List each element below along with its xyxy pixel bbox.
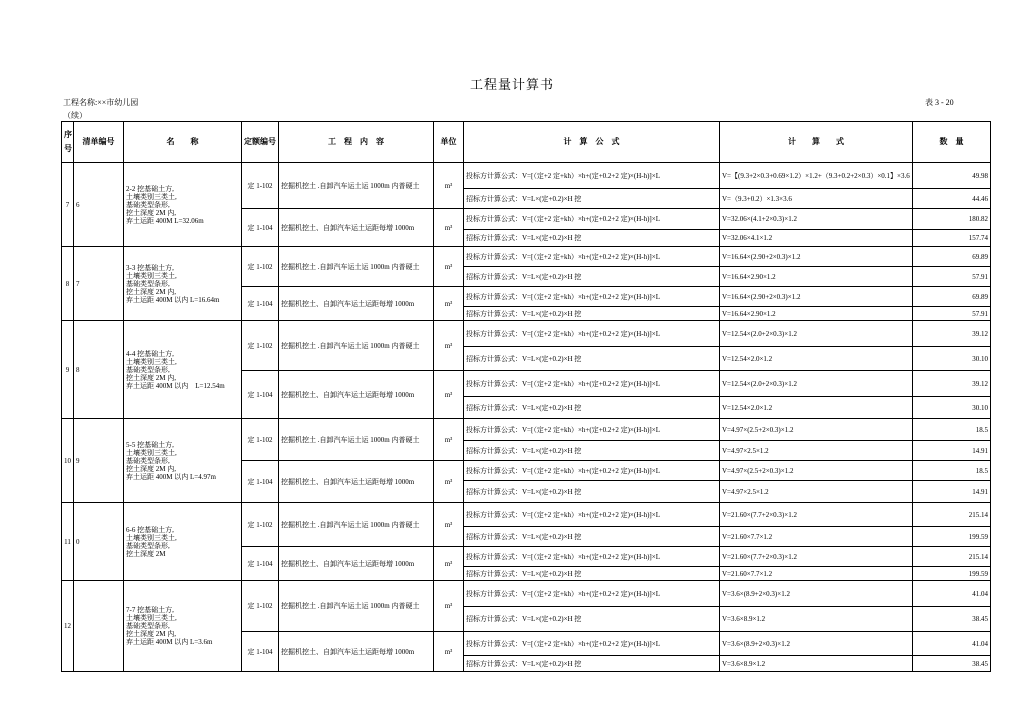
- description-line: 5-5 挖基础土方,: [126, 440, 174, 449]
- unit: m³: [434, 209, 464, 247]
- description-line: 基础类型条形,: [126, 365, 170, 374]
- unit: m³: [434, 247, 464, 287]
- unit: m³: [434, 632, 464, 672]
- document-title: 工程量计算书: [469, 77, 554, 92]
- unit: m³: [434, 163, 464, 209]
- unit: m³: [434, 503, 464, 547]
- row-description: [124, 581, 242, 672]
- quantity: 69.89: [913, 287, 991, 307]
- description-line: 土壤类别三类土,: [126, 533, 177, 542]
- header-content: 工 程 内 容: [279, 122, 434, 163]
- quota-code: 定 1-104: [242, 461, 279, 503]
- description-line: 土壤类别三类土,: [126, 357, 177, 366]
- quantity: 18.5: [913, 419, 991, 441]
- calculation: V=3.6×8.9×1.2: [720, 607, 913, 632]
- row-code: 0: [74, 503, 124, 581]
- description-line: 挖土深度 2M 内,: [126, 208, 176, 217]
- formula: 招标方计算公式：V=L×(定+0.2)×H 挖: [464, 481, 720, 503]
- formula: 投标方计算公式：V=[（定+2 定+kh）×h+(定+0.2+2 定)×(H-h)]×L: [464, 163, 720, 189]
- work-content: 挖掘机挖土 .自卸汽车运土运 1000m 内普硬土: [279, 247, 434, 287]
- formula: 投标方计算公式：V=[（定+2 定+kh）×h+(定+0.2+2 定)×(H-h)]×L: [464, 581, 720, 607]
- work-content: 挖掘机挖土、自卸汽车运土运距每增 1000m: [279, 287, 434, 321]
- table-row: [62, 321, 991, 347]
- header-seq: 序号: [62, 122, 74, 163]
- formula: 投标方计算公式：V=[（定+2 定+kh）×h+(定+0.2+2 定)×(H-h)]×L: [464, 209, 720, 230]
- formula: 招标方计算公式：V=L×(定+0.2)×H 挖: [464, 347, 720, 371]
- description-line: 基础类型条形,: [126, 279, 170, 288]
- description-line: 6-6 挖基础土方,: [126, 525, 174, 534]
- row-description: [124, 503, 242, 581]
- formula: 招标方计算公式：V=L×(定+0.2)×H 挖: [464, 567, 720, 581]
- quantity: 215.14: [913, 503, 991, 527]
- quota-code: 定 1-104: [242, 632, 279, 672]
- formula: 投标方计算公式：V=[（定+2 定+kh）×h+(定+0.2+2 定)×(H-h)]×L: [464, 419, 720, 441]
- header-code: 清单编号: [74, 122, 124, 163]
- description-line: 土壤类别三类土,: [126, 614, 177, 622]
- table-row: [62, 247, 991, 267]
- row-code: 8: [74, 321, 124, 419]
- description-line: 基础类型条形,: [126, 200, 170, 209]
- description-line: 土壤类别三类土,: [126, 192, 177, 201]
- calculation: V=4.97×(2.5+2×0.3)×1.2: [720, 461, 913, 481]
- header-name: 名 称: [124, 122, 242, 163]
- formula: 投标方计算公式：V=[（定+2 定+kh）×h+(定+0.2+2 定)×(H-h)]×L: [464, 547, 720, 567]
- unit: m³: [434, 371, 464, 419]
- formula: 招标方计算公式：V=L×(定+0.2)×H 挖: [464, 441, 720, 461]
- quantity: 38.45: [913, 656, 991, 672]
- row-seq: 7: [62, 163, 74, 247]
- unit: m³: [434, 461, 464, 503]
- description-line: 弃土运距 400M 以内 L=16.64m: [126, 295, 220, 304]
- calculation: V=21.60×7.7×1.2: [720, 527, 913, 547]
- quantity: 44.46: [913, 189, 991, 209]
- work-content: 挖掘机挖土 .自卸汽车运土运 1000m 内普硬土: [279, 581, 434, 632]
- formula: 投标方计算公式：V=[（定+2 定+kh）×h+(定+0.2+2 定)×(H-h)]×L: [464, 632, 720, 656]
- description-line: 3-3 挖基础土方,: [126, 263, 174, 272]
- table-number: 表 3 - 20: [925, 98, 954, 107]
- quota-code: 定 1-102: [242, 503, 279, 547]
- quota-code: 定 1-104: [242, 287, 279, 321]
- formula: 投标方计算公式：V=[（定+2 定+kh）×h+(定+0.2+2 定)×(H-h)]×L: [464, 461, 720, 481]
- formula: 投标方计算公式：V=[（定+2 定+kh）×h+(定+0.2+2 定)×(H-h)]×L: [464, 287, 720, 307]
- unit: m³: [434, 581, 464, 632]
- description-line: 土壤类别三类土,: [126, 448, 177, 457]
- quota-code: 定 1-102: [242, 581, 279, 632]
- table-row: [62, 163, 991, 189]
- formula: 招标方计算公式：V=L×(定+0.2)×H 挖: [464, 189, 720, 209]
- description-line: 2-2 挖基础土方,: [126, 184, 174, 193]
- description-line: 弃土运距 400M L=32.06m: [126, 216, 204, 225]
- calculation: V=21.60×(7.7+2×0.3)×1.2: [720, 547, 913, 567]
- description-line: 弃土运距 400M 以内 L=12.54m: [126, 381, 225, 390]
- quantity: 30.10: [913, 347, 991, 371]
- quantity: 69.89: [913, 247, 991, 267]
- row-description: [124, 247, 242, 321]
- unit: m³: [434, 321, 464, 371]
- quantity: 199.59: [913, 567, 991, 581]
- quantity: 14.91: [913, 481, 991, 503]
- quantity: 41.04: [913, 632, 991, 656]
- header-formula: 计 算 公 式: [464, 122, 720, 163]
- calculation: V=4.97×(2.5+2×0.3)×1.2: [720, 419, 913, 441]
- table-row: [62, 419, 991, 441]
- formula: 招标方计算公式：V=L×(定+0.2)×H 挖: [464, 267, 720, 287]
- row-seq: 12: [62, 581, 74, 672]
- quota-code: 定 1-104: [242, 547, 279, 581]
- calculation: V=32.06×(4.1+2×0.3)×1.2: [720, 209, 913, 230]
- calculation: V=3.6×(8.9+2×0.3)×1.2: [720, 632, 913, 656]
- calculation: V=4.97×2.5×1.2: [720, 481, 913, 503]
- formula: 投标方计算公式：V=[（定+2 定+kh）×h+(定+0.2+2 定)×(H-h)]×L: [464, 321, 720, 347]
- description-line: 挖土深度 2M 内,: [126, 287, 176, 296]
- quantity: 180.82: [913, 209, 991, 230]
- quantity: 39.12: [913, 321, 991, 347]
- work-content: 挖掘机挖土、自卸汽车运土运距每增 1000m: [279, 547, 434, 581]
- description-line: 弃土运距 400M 以内 L=4.97m: [126, 472, 216, 481]
- calculation: V=12.54×2.0×1.2: [720, 347, 913, 371]
- quantity: 39.12: [913, 371, 991, 397]
- quota-code: 定 1-102: [242, 163, 279, 209]
- quantity: 18.5: [913, 461, 991, 481]
- calculation: V=12.54×(2.0+2×0.3)×1.2: [720, 371, 913, 397]
- calculation: V=4.97×2.5×1.2: [720, 441, 913, 461]
- continued-label: （续）: [63, 111, 87, 120]
- calculation: V=16.64×(2.90+2×0.3)×1.2: [720, 287, 913, 307]
- quantity: 49.98: [913, 163, 991, 189]
- row-code: 9: [74, 419, 124, 503]
- calculation: V=21.60×(7.7+2×0.3)×1.2: [720, 503, 913, 527]
- calculation: V=12.54×(2.0+2×0.3)×1.2: [720, 321, 913, 347]
- unit: m³: [434, 419, 464, 461]
- description-line: 挖土深度 2M 内,: [126, 464, 176, 473]
- description-line: 基础类型条形,: [126, 456, 170, 465]
- calculation: V=（9.3+0.2）×1.3×3.6: [720, 189, 913, 209]
- row-code: 7: [74, 247, 124, 321]
- header-row: [62, 122, 991, 163]
- row-description: [124, 321, 242, 419]
- quota-code: 定 1-104: [242, 209, 279, 247]
- calculation: V=16.64×(2.90+2×0.3)×1.2: [720, 247, 913, 267]
- work-content: 挖掘机挖土、自卸汽车运土运距每增 1000m: [279, 461, 434, 503]
- row-seq: 8: [62, 247, 74, 321]
- quota-code: 定 1-102: [242, 321, 279, 371]
- work-content: 挖掘机挖土、自卸汽车运土运距每增 1000m: [279, 209, 434, 247]
- description-line: 7-7 挖基础土方,: [126, 606, 174, 614]
- table-row: [62, 503, 991, 527]
- header-qty: 数 量: [913, 122, 991, 163]
- header-quota: 定额编号: [242, 122, 279, 163]
- table-row: [62, 581, 991, 607]
- calculation: V=21.60×7.7×1.2: [720, 567, 913, 581]
- quota-code: 定 1-104: [242, 371, 279, 419]
- quantity: 215.14: [913, 547, 991, 567]
- quantity: 41.04: [913, 581, 991, 607]
- row-description: [124, 419, 242, 503]
- row-code: [74, 581, 124, 672]
- calculation-table: [61, 121, 991, 672]
- calculation: V=3.6×8.9×1.2: [720, 656, 913, 672]
- quantity: 38.45: [913, 607, 991, 632]
- work-content: 挖掘机挖土 .自卸汽车运土运 1000m 内普硬土: [279, 503, 434, 547]
- header-calc: 计 算 式: [720, 122, 913, 163]
- work-content: 挖掘机挖土、自卸汽车运土运距每增 1000m: [279, 371, 434, 419]
- formula: 投标方计算公式：V=[（定+2 定+kh）×h+(定+0.2+2 定)×(H-h)]×L: [464, 247, 720, 267]
- calculation: V=16.64×2.90×1.2: [720, 267, 913, 287]
- description-line: 弃土运距 400M 以内 L=3.6m: [126, 638, 213, 646]
- quota-code: 定 1-102: [242, 419, 279, 461]
- description-line: 土壤类别三类土,: [126, 271, 177, 280]
- row-code: 6: [74, 163, 124, 247]
- work-content: 挖掘机挖土 .自卸汽车运土运 1000m 内普硬土: [279, 163, 434, 209]
- quantity: 30.10: [913, 397, 991, 419]
- work-content: 挖掘机挖土 .自卸汽车运土运 1000m 内普硬土: [279, 419, 434, 461]
- unit: m³: [434, 547, 464, 581]
- formula: 招标方计算公式：V=L×(定+0.2)×H 挖: [464, 656, 720, 672]
- description-line: 挖土深度 2M 内,: [126, 630, 176, 638]
- quantity: 14.91: [913, 441, 991, 461]
- formula: 投标方计算公式：V=[（定+2 定+kh）×h+(定+0.2+2 定)×(H-h)]×L: [464, 503, 720, 527]
- quantity: 57.91: [913, 307, 991, 321]
- formula: 投标方计算公式：V=[（定+2 定+kh）×h+(定+0.2+2 定)×(H-h)]×L: [464, 371, 720, 397]
- calculation: V=32.06×4.1×1.2: [720, 230, 913, 247]
- calculation: V=12.54×2.0×1.2: [720, 397, 913, 419]
- row-seq: 10: [62, 419, 74, 503]
- formula: 招标方计算公式：V=L×(定+0.2)×H 挖: [464, 230, 720, 247]
- formula: 招标方计算公式：V=L×(定+0.2)×H 挖: [464, 527, 720, 547]
- calculation: V=【(9.3+2×0.3+0.69×1.2）×1.2+（9.3+0.2+2×0.3）×0.1】×3.6: [720, 163, 913, 189]
- row-description: [124, 163, 242, 247]
- work-content: 挖掘机挖土 .自卸汽车运土运 1000m 内普硬土: [279, 321, 434, 371]
- work-content: 挖掘机挖土、自卸汽车运土运距每增 1000m: [279, 632, 434, 672]
- quantity: 199.59: [913, 527, 991, 547]
- calculation: V=3.6×(8.9+2×0.3)×1.2: [720, 581, 913, 607]
- formula: 招标方计算公式：V=L×(定+0.2)×H 挖: [464, 607, 720, 632]
- quantity: 57.91: [913, 267, 991, 287]
- row-seq: 11: [62, 503, 74, 581]
- formula: 招标方计算公式：V=L×(定+0.2)×H 挖: [464, 307, 720, 321]
- description-line: 挖土深度 2M: [126, 549, 166, 558]
- description-line: 基础类型条形,: [126, 622, 170, 630]
- description-line: 4-4 挖基础土方,: [126, 349, 174, 358]
- quota-code: 定 1-102: [242, 247, 279, 287]
- project-name: 工程名称:××市幼儿园: [63, 98, 139, 107]
- formula: 招标方计算公式：V=L×(定+0.2)×H 挖: [464, 397, 720, 419]
- description-line: 挖土深度 2M 内,: [126, 373, 176, 382]
- unit: m³: [434, 287, 464, 321]
- row-seq: 9: [62, 321, 74, 419]
- quantity: 157.74: [913, 230, 991, 247]
- table-body: [62, 163, 991, 672]
- header-unit: 单位: [434, 122, 464, 163]
- calculation: V=16.64×2.90×1.2: [720, 307, 913, 321]
- description-line: 基础类型条形,: [126, 541, 170, 550]
